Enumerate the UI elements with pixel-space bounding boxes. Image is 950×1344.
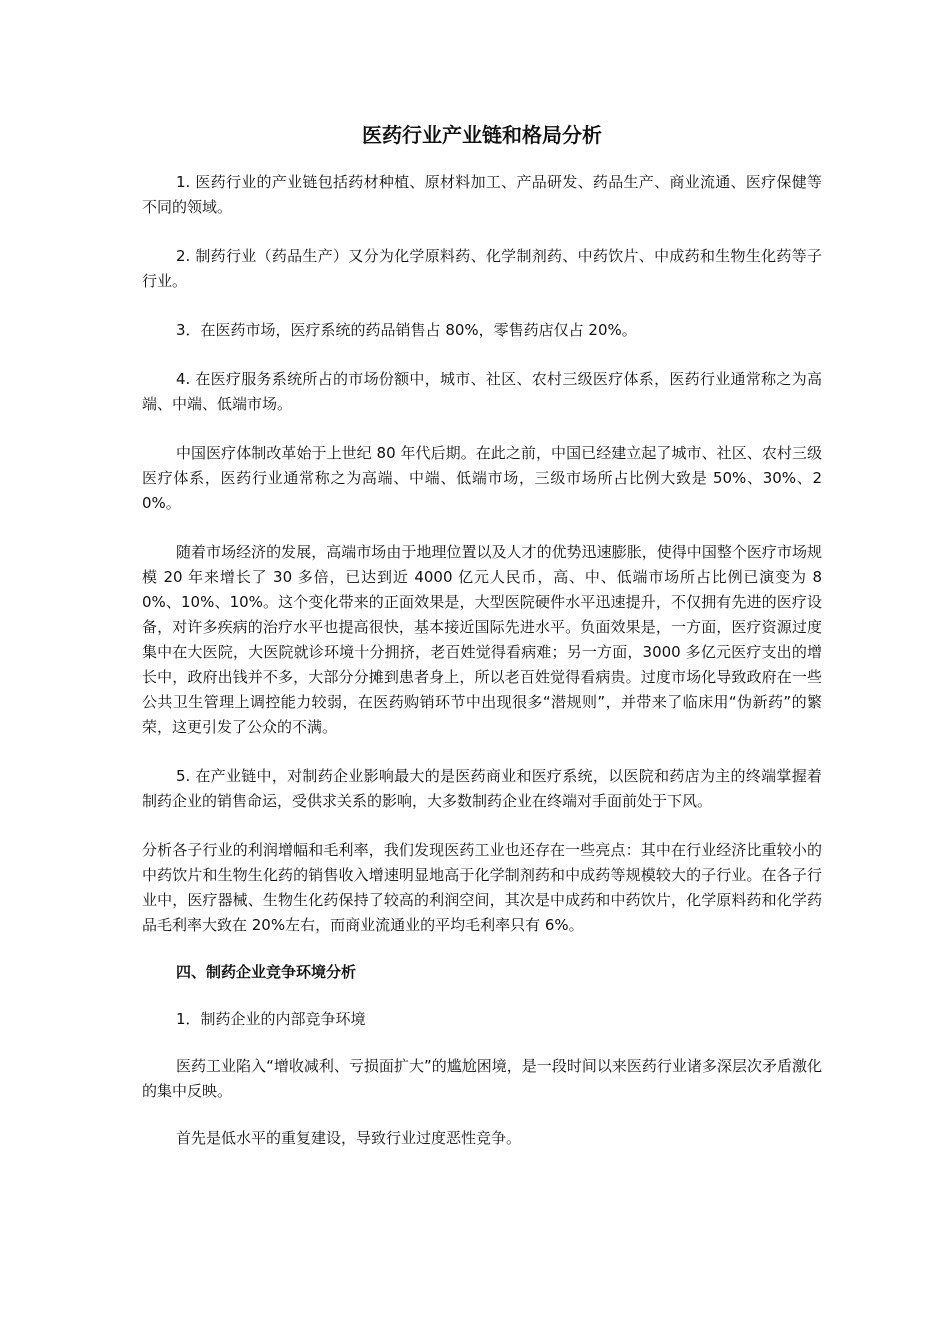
- paragraph-5: 中国医疗体制改革始于上世纪 80 年代后期。在此之前，中国已经建立起了城市、社区、农村三级医疗体系，医药行业通常称之为高端、中端、低端市场，三级市场所占比例大致是 50%、30%、20%。: [142, 444, 822, 512]
- paragraph-2: 2. 制药行业（药品生产）又分为化学原料药、化学制剂药、中药饮片、中成药和生物生化药等子行业。: [142, 247, 822, 290]
- paragraph-9: 医药工业陷入“增收减利、亏损面扩大”的尴尬困境，是一段时间以来医药行业诸多深层次矛盾激化的集中反映。: [142, 1057, 822, 1100]
- paragraph-4: 4. 在医疗服务系统所占的市场份额中，城市、社区、农村三级医疗体系，医药行业通常称之为高端、中端、低端市场。: [142, 370, 822, 413]
- paragraph-3: 3．在医药市场，医疗系统的药品销售占 80%，零售药店仅占 20%。: [176, 321, 637, 339]
- paragraph-1: 1. 医药行业的产业链包括药材种植、原材料加工、产品研发、药品生产、商业流通、医疗保健等不同的领域。: [142, 173, 822, 216]
- paragraph-6: 随着市场经济的发展，高端市场由于地理位置以及人才的优势迅速膨胀，使得中国整个医疗市场规模 20 年来增长了 30 多倍，已达到近 4000 亿元人民币，高、中、低端市场所占比例已演变为 80%、10%、10%。这个变化带来的正面效果是，大型医院硬件水平迅速提升，不仅拥有先进的医疗设备，对许多疾病的治疗水平也提高很快，基本接近国际先进水平。负面效果是，一方面，医疗资源过度集中在大医院，大医院就诊环境十分拥挤，老百姓觉得看病难；另一方面，3000 多亿元医疗支出的增长中，政府出钱并不多，大部分分摊到患者身上，所以老百姓觉得看病贵。过度市场化导致政府在一些公共卫生管理上调控能力较弱，在医药购销环节中出现很多“潜规则”，并带来了临床用“伪新药”的繁荣，这更引发了公众的不满。: [142, 543, 822, 736]
- paragraph-8: 分析各子行业的利润增幅和毛利率，我们发现医药工业也还存在一些亮点：其中在行业经济比重较小的中药饮片和生物生化药的销售收入增速明显地高于化学制剂药和中成药等规模较大的子行业。在各子行业中，医疗器械、生物生化药保持了较高的利润空间，其次是中成药和中药饮片，化学原料药和化学药品毛利率大致在 20%左右，而商业流通业的平均毛利率只有 6%。: [142, 841, 822, 934]
- subsection-heading: 1．制药企业的内部竞争环境: [176, 1010, 366, 1028]
- section-heading: 四、制药企业竞争环境分析: [176, 963, 357, 981]
- paragraph-10: 首先是低水平的重复建设，导致行业过度恶性竞争。: [176, 1129, 522, 1147]
- document-page: [142, 120, 822, 1151]
- paragraph-7: 5. 在产业链中，对制药企业影响最大的是医药商业和医疗系统，以医院和药店为主的终端掌握着制药企业的销售命运，受供求关系的影响，大多数制药企业在终端对手面前处于下风。: [142, 767, 822, 810]
- document-title: 医药行业产业链和格局分析: [362, 123, 602, 147]
